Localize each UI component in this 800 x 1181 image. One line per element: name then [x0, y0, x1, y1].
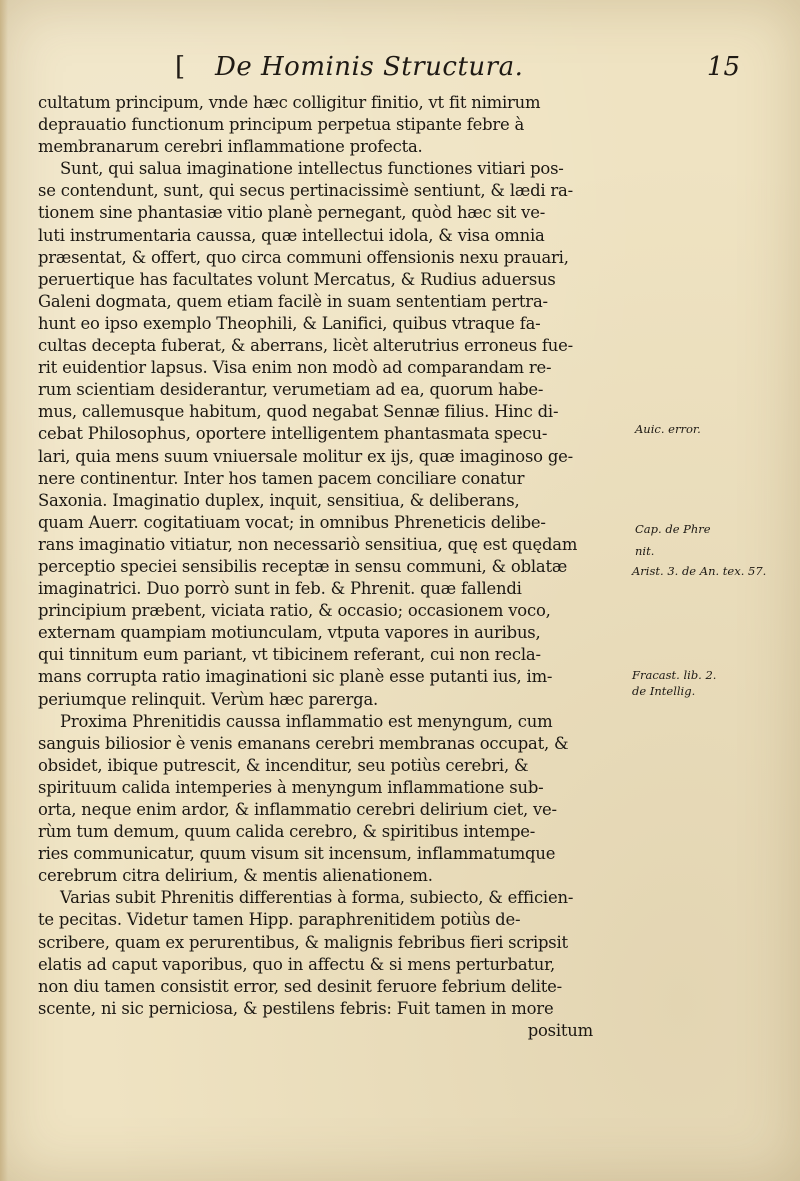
- text-line-42: scente, ni sic perniciosa, & pestilens febris: Fuit tamen in more: [38, 998, 554, 1018]
- page-gutter-shadow: [0, 0, 8, 1181]
- text-line-2: deprauatio functionum principum perpetua stipante febre à: [38, 115, 525, 135]
- text-line-25: externam quampiam motiunculam, vtputa vapores in auribus,: [38, 623, 541, 643]
- text-line-17: lari, quia mens suum vniuersale molitur ex ijs, quæ imaginoso ge-: [38, 446, 573, 466]
- text-line-22: perceptio speciei sensibilis receptæ in sensu communi, & oblatæ: [38, 556, 568, 576]
- text-line-37: Varias subit Phrenitis differentias à forma, subiecto, & efficien-: [60, 888, 574, 908]
- margin-note-intellig: de Intellig.: [632, 684, 696, 698]
- margin-note-nit: nit.: [635, 544, 655, 558]
- text-line-16: cebat Philosophus, oportere intelligentem phantasmata specu-: [38, 424, 548, 444]
- text-line-20: quam Auerr. cogitatiuam vocat; in omnibus Phreneticis delibe-: [38, 512, 546, 532]
- text-line-39: scribere, quam ex perurentibus, & malignis febribus fieri scripsit: [38, 932, 568, 952]
- text-line-6: tionem sine phantasiæ vitio planè pernegant, quòd hæc sit ve-: [38, 203, 546, 223]
- text-line-34: rùm tum demum, quum calida cerebro, & spiritibus intempe-: [38, 822, 536, 842]
- text-line-30: sanguis biliosior è venis emanans cerebri membranas occupat, &: [38, 733, 569, 753]
- text-line-14: rum scientiam desiderantur, verumetiam ad ea, quorum habe-: [38, 380, 544, 400]
- text-line-11: hunt eo ipso exemplo Theophili, & Lanifici, quibus vtraque fa-: [38, 313, 541, 333]
- margin-note-cap-phrenit: Cap. de Phre: [635, 522, 711, 536]
- text-line-26: qui tinnitum eum pariant, vt tibicinem referant, cui non recla-: [38, 645, 541, 665]
- text-line-36: cerebrum citra delirium, & mentis alienationem.: [38, 866, 433, 886]
- text-line-12: cultas decepta fuberat, & aberrans, licèt alterutrius erroneus fue-: [38, 336, 573, 356]
- text-line-4: Sunt, qui salua imaginatione intellectus functiones vitiari pos-: [60, 159, 564, 179]
- running-header: [40, 52, 740, 88]
- body-text: [38, 92, 628, 1042]
- text-line-33: orta, neque enim ardor, & inflammatio cerebri delirium ciet, ve-: [38, 800, 557, 819]
- page-number: 15: [706, 52, 740, 82]
- text-line-1: cultatum principum, vnde hæc colligitur finitio, vt fit nimirum: [38, 93, 541, 112]
- text-line-29: Proxima Phrenitidis caussa inflammatio est menyngum, cum: [60, 711, 553, 731]
- text-line-40: elatis ad caput vaporibus, quo in affectu & si mens perturbatur,: [38, 954, 555, 974]
- text-line-28: periumque relinquit. Verùm hæc parerga.: [38, 689, 379, 709]
- text-line-13: rit euidentior lapsus. Visa enim non modò ad comparandam re-: [38, 358, 552, 378]
- text-line-32: spirituum calida intemperies à menyngum inflammatione sub-: [38, 777, 544, 797]
- text-line-18: nere continentur. Inter hos tamen pacem conciliare conatur: [38, 468, 525, 488]
- text-line-35: ries communicatur, quum visum sit incensum, inflammatumque: [38, 844, 556, 864]
- text-line-9: peruertique has facultates volunt Mercatus, & Rudius aduersus: [38, 269, 556, 289]
- text-line-27: mans corrupta ratio imaginationi sic planè esse putanti ius, im-: [38, 667, 553, 687]
- margin-note-arist: Arist. 3. de An. tex. 57.: [632, 564, 767, 578]
- catchword: positum: [527, 1020, 593, 1040]
- text-line-31: obsidet, ibique putrescit, & incenditur, seu potiùs cerebri, &: [38, 755, 529, 775]
- header-bracket: [: [175, 52, 186, 82]
- text-line-21: rans imaginatio vitiatur, non necessariò sensitiua, quę est quędam: [38, 534, 578, 554]
- margin-note-auic: Auic. error.: [635, 422, 701, 436]
- text-line-8: præsentat, & offert, quo circa communi offensionis nexu prauari,: [38, 247, 569, 267]
- margin-note-fracast: Fracast. lib. 2.: [632, 668, 717, 682]
- text-line-24: principium præbent, viciata ratio, & occasio; occasionem voco,: [38, 601, 551, 621]
- text-line-7: luti instrumentaria caussa, quæ intellectui idola, & visa omnia: [38, 225, 545, 245]
- header-title: De Hominis Structura.: [215, 52, 524, 82]
- text-line-15: mus, callemusque habitum, quod negabat Sennæ filius. Hinc di-: [38, 402, 559, 422]
- text-line-41: non diu tamen consistit error, sed desinit feruore febrium delite-: [38, 976, 563, 996]
- text-line-3: membranarum cerebri inflammatione profecta.: [38, 137, 423, 157]
- text-line-23: imaginatrici. Duo porrò sunt in feb. & Phrenit. quæ fallendi: [38, 579, 522, 599]
- text-line-10: Galeni dogmata, quem etiam facilè in suam sententiam pertra-: [38, 291, 548, 311]
- text-line-19: Saxonia. Imaginatio duplex, inquit, sensitiua, & deliberans,: [38, 490, 520, 510]
- text-line-38: te pecitas. Videtur tamen Hipp. paraphrenitidem potiùs de-: [38, 910, 521, 930]
- text-line-5: se contendunt, sunt, qui secus pertinacissimè sentiunt, & lædi ra-: [38, 181, 573, 201]
